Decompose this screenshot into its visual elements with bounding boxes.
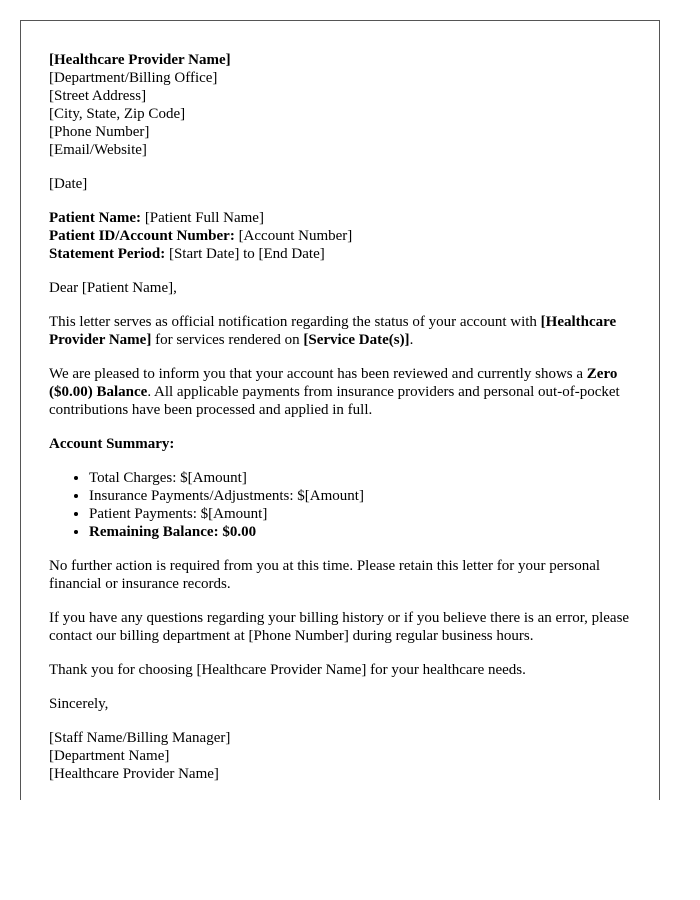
para1-text-end: . — [409, 332, 414, 348]
thank-you-paragraph: Thank you for choosing [Healthcare Provider Name] for your healthcare needs. — [49, 662, 526, 678]
sender-address-block — [49, 51, 631, 159]
para1-text-start: This letter serves as official notification regarding the status of your account with — [49, 314, 541, 330]
patient-name-value: [Patient Full Name] — [141, 210, 264, 226]
letter-page — [20, 20, 660, 800]
city-state-zip-line: [City, State, Zip Code] — [49, 106, 186, 122]
statement-period-line — [49, 245, 631, 263]
para1-provider-bold: [Healthcare Provider Name] — [49, 314, 617, 348]
no-action-paragraph: No further action is required from you at this time. Please retain this letter for your personal financial or insurance records. — [49, 558, 601, 592]
account-summary-heading-text: Account Summary: — [49, 436, 175, 452]
summary-item-insurance-payments: • Insurance Payments/Adjustments: $[Amount] — [89, 487, 631, 505]
street-line: [Street Address] — [49, 88, 147, 104]
statement-period-label: Statement Period: — [49, 246, 166, 262]
account-summary-list — [49, 469, 631, 541]
department-line: [Department/Billing Office] — [49, 70, 218, 86]
signature-provider: [Healthcare Provider Name] — [49, 766, 219, 782]
summary-item-remaining-balance — [89, 523, 631, 541]
email-line: [Email/Website] — [49, 142, 147, 158]
patient-name-line — [49, 209, 631, 227]
closing: Sincerely, — [49, 696, 109, 712]
questions-paragraph: If you have any questions regarding your billing history or if you believe there is an error, please contact our billing department at [Phone Number] during regular business hours. — [49, 610, 630, 644]
phone-line: [Phone Number] — [49, 124, 150, 140]
patient-id-value: [Account Number] — [234, 228, 353, 244]
patient-id-label: Patient ID/Account Number: — [49, 228, 235, 244]
signature-department: [Department Name] — [49, 748, 170, 764]
para1-service-date-bold: [Service Date(s)] — [303, 332, 410, 348]
statement-period-value: [Start Date] to [End Date] — [165, 246, 325, 262]
para2-text-end: . All applicable payments from insurance providers and personal out-of-pocket contributions have been processed and applied in full. — [49, 384, 620, 418]
letter-date: [Date] — [49, 176, 88, 192]
patient-id-line — [49, 227, 631, 245]
signature-block — [49, 729, 631, 783]
account-summary-heading — [49, 435, 631, 453]
summary-item-patient-payments: • Patient Payments: $[Amount] — [89, 505, 631, 523]
provider-name: [Healthcare Provider Name] — [49, 52, 231, 68]
zero-balance-bold: Zero ($0.00) Balance — [49, 366, 618, 400]
patient-info-block — [49, 209, 631, 263]
para1-text-middle: for services rendered on — [151, 332, 304, 348]
summary-item-total-charges: • Total Charges: $[Amount] — [89, 469, 631, 487]
remaining-balance-bold: Remaining Balance: $0.00 — [89, 524, 257, 540]
patient-name-label: Patient Name: — [49, 210, 142, 226]
signature-staff: [Staff Name/Billing Manager] — [49, 730, 231, 746]
para2-text-start: We are pleased to inform you that your account has been reviewed and currently shows a — [49, 366, 587, 382]
salutation: Dear [Patient Name], — [49, 280, 177, 296]
balance-paragraph — [49, 365, 631, 419]
notification-paragraph — [49, 313, 631, 349]
